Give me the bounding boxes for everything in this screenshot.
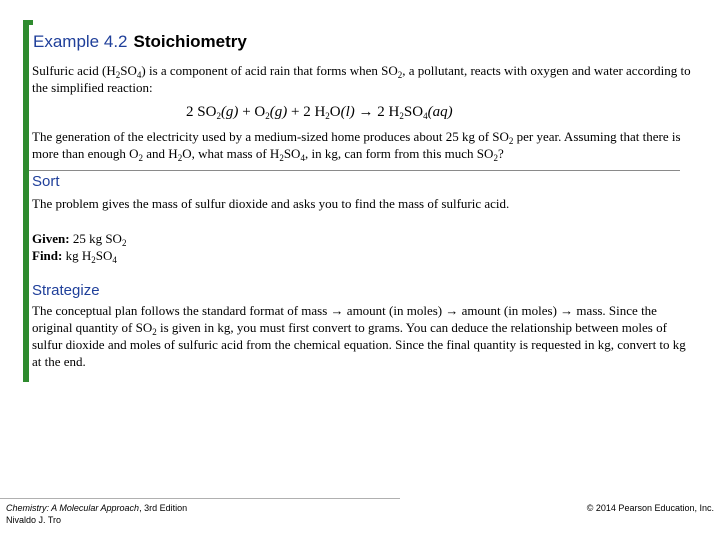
footer-rule <box>0 498 400 499</box>
footer-citation <box>6 502 187 526</box>
accent-bar <box>23 20 29 382</box>
footer-copyright: © 2014 Pearson Education, Inc. <box>586 503 714 513</box>
sort-text: The problem gives the mass of sulfur dioxide and asks you to find the mass of sulfuric acid. <box>32 196 510 211</box>
given-line: Given: 25 kg $SO_2$ <box>32 231 127 248</box>
book-edition: , 3rd Edition <box>139 503 188 513</box>
given-find-block <box>32 230 126 264</box>
section-divider <box>29 170 680 171</box>
chemical-equation: 2 $SO_2(g) + O_2(g) + 2$ $H_2O(l) \to 2$ $H_2SO_4(aq)$ <box>186 104 453 121</box>
example-name: Stoichiometry <box>133 32 247 51</box>
find-line: Find: kg $H_2SO_4$ <box>32 248 117 265</box>
book-author: Nivaldo J. Tro <box>6 515 62 525</box>
slide-title <box>33 32 247 52</box>
sort-heading: Sort <box>32 173 60 190</box>
strategize-text: The conceptual plan follows the standard format of mass → amount (in moles) → amount (in moles) → mass. Since the original quantity of $SO_2$ is given in kg, you must first convert to grams. You can deduce the relationship between moles of sulfur dioxide and moles of sulfuric acid from the chemical equation. Since the final quantity is requested in kg, convert to kg at the end. <box>32 303 686 369</box>
intro-paragraph: Sulfuric acid $(H_2SO_4)$ is a component of acid rain that forms when $SO_2$, a pollutant, reacts with oxygen and water according to the simplified reaction: <box>32 63 691 95</box>
strategize-heading: Strategize <box>32 282 100 299</box>
book-title: Chemistry: A Molecular Approach <box>6 503 140 513</box>
example-number: Example 4.2 <box>33 32 128 51</box>
question-paragraph: The generation of the electricity used by a medium-sized home produces about 25 kg of $SO_2$ per year. Assuming that there is more than enough $O_2$ and $H_2O$, what mass of $H_2SO_4$, in kg, can form from this much $SO_2$? <box>32 129 681 163</box>
accent-bar-cap <box>23 20 33 25</box>
